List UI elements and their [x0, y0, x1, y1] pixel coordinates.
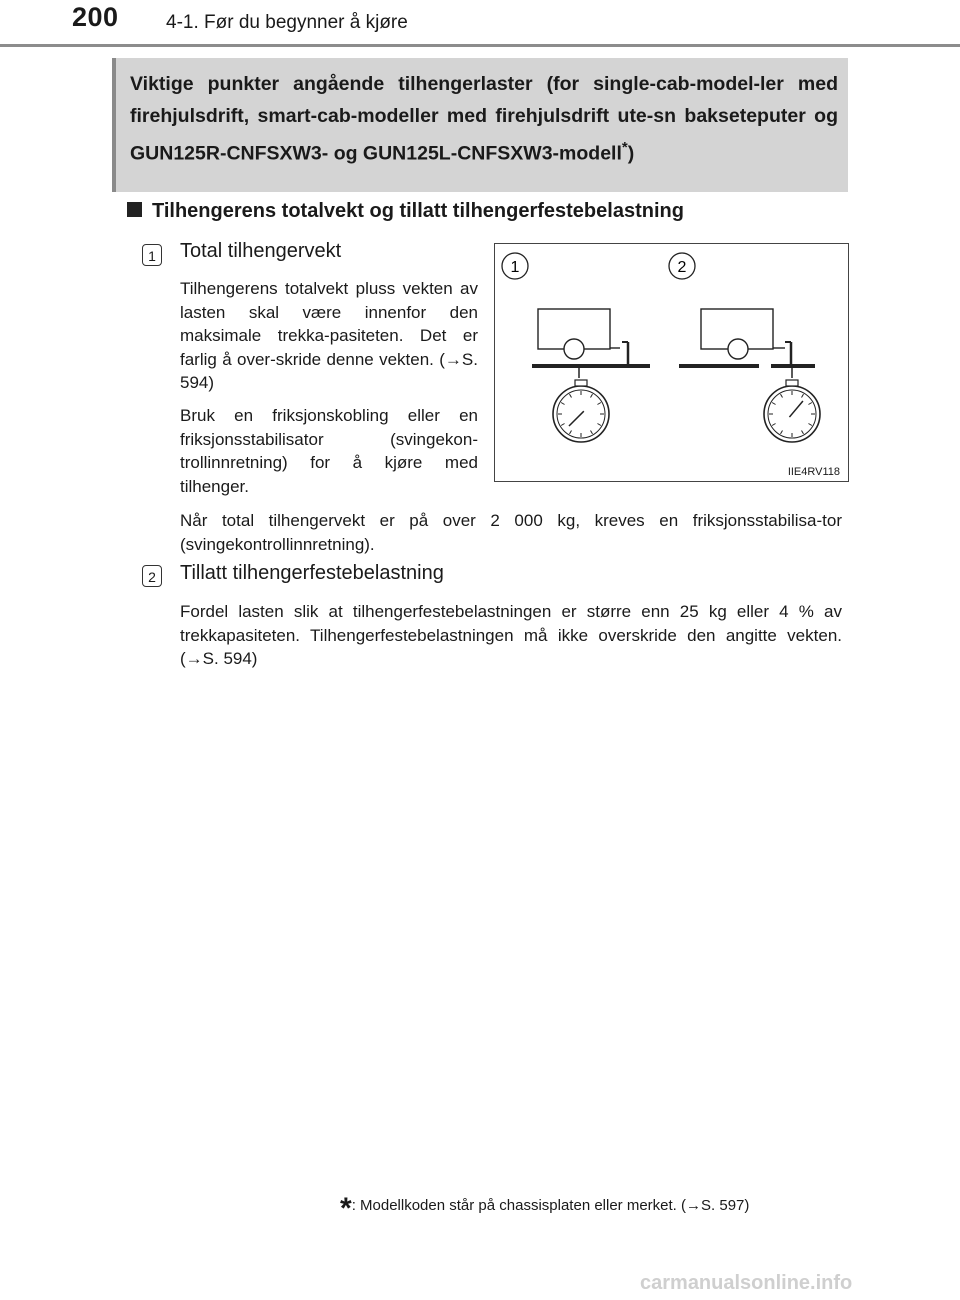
page-number: 200: [72, 2, 119, 32]
info-box-title: [130, 68, 838, 170]
figure-code: IIE4RV118: [787, 466, 840, 478]
trailer-wheel-2: [728, 339, 748, 359]
info-box-close: ): [627, 142, 635, 165]
trailer-scene-1: [532, 309, 650, 442]
info-box-title-text: Viktige punkter angående tilhengerlaster (for single-cab-model-ler med firehjulsdrift, smart-cab-modeller med firehjulsdrift ute-sn bakseteputer og GUN125R-CNFSXW3- og GUN125L-CNFSXW3-modell: [130, 73, 838, 165]
section-heading: [127, 200, 684, 223]
callout-2-label: 2: [677, 259, 687, 276]
callout-1: [502, 253, 528, 279]
footnote-asterisk: *: [340, 1192, 352, 1225]
trailer-scene-2: [679, 309, 820, 442]
item-2-title: Tillatt tilhengerfestebelastning: [180, 562, 444, 584]
square-bullet-icon: [127, 202, 142, 217]
page-header: [0, 0, 960, 48]
trailer-wheel-1: [564, 339, 584, 359]
chapter-title: 4-1. Før du begynner å kjøre: [166, 12, 408, 33]
item-1-number-badge: 1: [142, 244, 162, 266]
section-heading-text: Tilhengerens totalvekt og tillatt tilhengerfestebelastning: [152, 200, 684, 222]
item-2-paragraph-1: Fordel lasten slik at tilhengerfestebelastningen er større enn 25 kg eller 4 % av trekkapasiteten. Tilhengerfestebelastningen må ikke overskride den angitte vekten. (→S. 594): [180, 602, 842, 668]
callout-2: [669, 253, 695, 279]
trailer-weight-figure: [494, 243, 849, 482]
item-2-number-badge: 2: [142, 565, 162, 587]
callout-1-label: 1: [510, 259, 520, 276]
weight-gauge-2: [764, 380, 820, 442]
header-rule: [0, 44, 960, 47]
weight-gauge-1: [553, 380, 609, 442]
footnote-text: : Modellkoden står på chassisplaten eller merket. (→S. 597): [351, 1197, 750, 1214]
item-1-paragraph-1: Tilhengerens totalvekt pluss vekten av lasten skal være innenfor den maksimale trekka-pasiteten. Det er farlig å over-skride denne vekten. (→S. 594): [180, 279, 478, 392]
item-1-paragraph-2: Bruk en friksjonskobling eller en friksjonsstabilisator (svingekon-trollinnretning) for å kjøre med tilhenger.: [180, 406, 478, 496]
info-box-asterisk: *: [621, 139, 628, 156]
info-box: [112, 58, 848, 192]
item-1-paragraph-3: Når total tilhengervekt er på over 2 000 kg, kreves en friksjonsstabilisa-tor (svingekontrollinnretning).: [180, 511, 842, 554]
trailer-weight-illustration: [495, 244, 850, 483]
watermark: carmanualsonline.info: [640, 1272, 853, 1294]
footnote: [340, 1184, 750, 1225]
item-1-title: Total tilhengervekt: [180, 240, 342, 262]
